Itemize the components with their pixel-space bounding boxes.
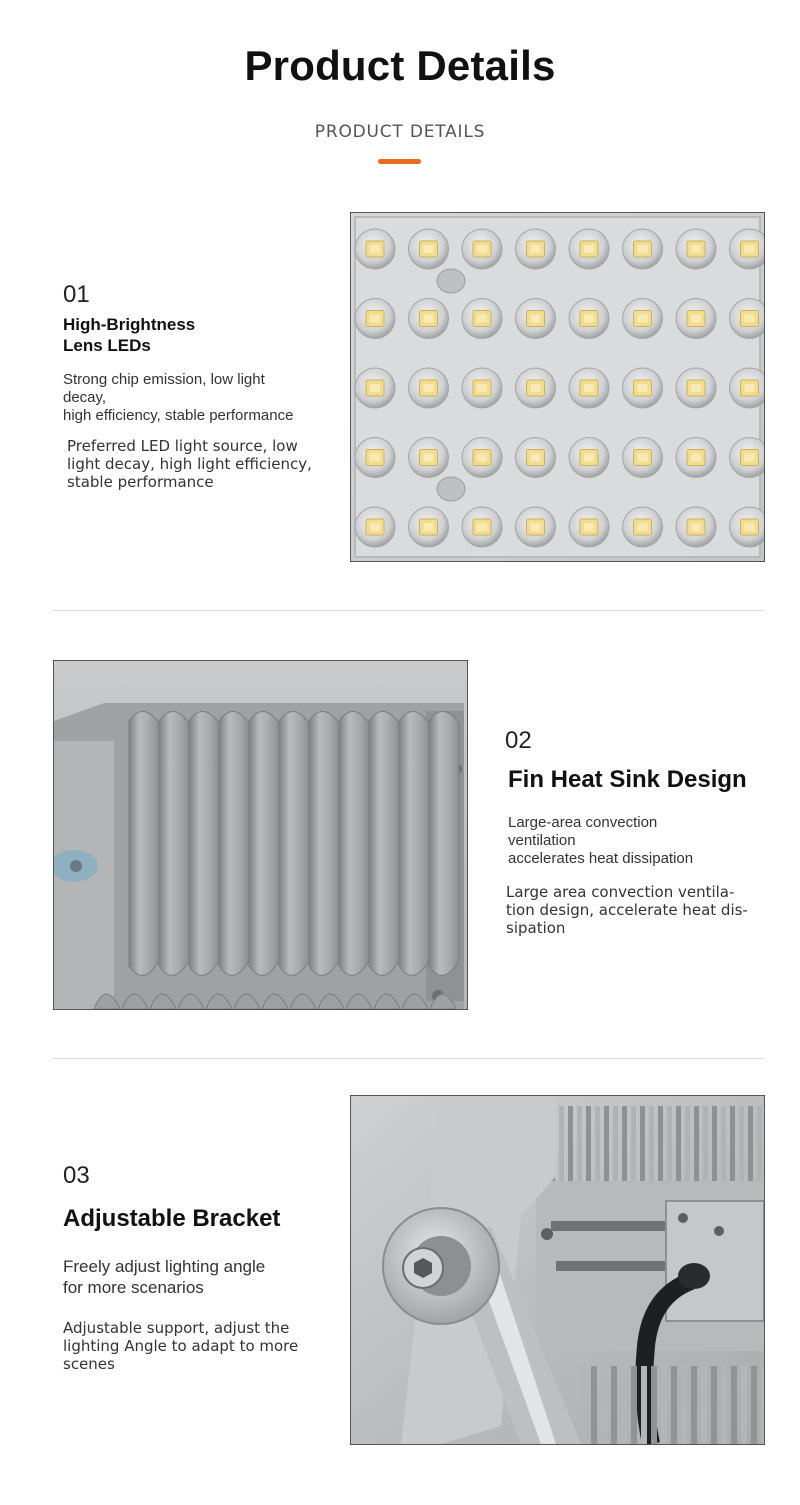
heat-sink-fin <box>369 711 399 975</box>
heat-sink-fin <box>429 711 459 975</box>
led-lens <box>623 229 663 269</box>
bracket-fin-bottom <box>611 1366 617 1444</box>
led-lens <box>730 229 765 269</box>
led-lens <box>462 229 502 269</box>
feature-description-01 <box>63 371 333 425</box>
feature-number-01: 01 <box>63 281 90 308</box>
detail-line: sipation <box>506 919 566 937</box>
bracket-fin-bottom <box>661 1366 667 1444</box>
bracket-fin-bottom <box>711 1366 717 1444</box>
bracket-fin-top <box>730 1106 735 1181</box>
section-divider <box>52 1058 765 1059</box>
bracket-fin-top <box>559 1106 564 1181</box>
led-lens <box>730 507 765 547</box>
heat-sink-fin <box>279 711 309 975</box>
bracket-fin-bottom <box>671 1366 677 1444</box>
bracket-fin-bottom <box>751 1366 757 1444</box>
led-lens <box>569 438 609 478</box>
description-line: decay, <box>63 389 107 406</box>
feature-number-03: 03 <box>63 1162 90 1189</box>
board-screw-hole <box>437 477 465 501</box>
led-lens <box>730 299 765 339</box>
led-lens <box>623 507 663 547</box>
heat-sink-fin <box>309 711 339 975</box>
board-screw-hole <box>437 269 465 293</box>
led-lens <box>355 438 395 478</box>
led-lens <box>409 229 449 269</box>
bracket-fin-top <box>676 1106 681 1181</box>
bracket-fin-bottom <box>601 1366 607 1444</box>
description-line: ventilation <box>508 832 576 849</box>
heat-sink-fin <box>159 711 189 975</box>
led-lens <box>516 507 556 547</box>
led-lens <box>516 299 556 339</box>
description-line: high efficiency, stable performance <box>63 407 294 424</box>
bracket-fin-top <box>694 1106 699 1181</box>
bracket-fin-bottom <box>621 1366 627 1444</box>
bracket-fin-bottom <box>631 1366 637 1444</box>
led-lens <box>676 368 716 408</box>
led-lens <box>516 229 556 269</box>
bracket-fin-top <box>595 1106 600 1181</box>
led-lens <box>409 368 449 408</box>
feature-title-01 <box>63 314 323 356</box>
detail-line: Large area convection ventila- <box>506 883 735 901</box>
bracket-fin-top <box>658 1106 663 1181</box>
detail-line: stable performance <box>67 473 214 491</box>
detail-line: tion design, accelerate heat dis- <box>506 901 748 919</box>
detail-line: scenes <box>63 1355 115 1373</box>
led-lens <box>676 229 716 269</box>
feature-title-03: Adjustable Bracket <box>63 1205 281 1232</box>
bracket-fin-top <box>757 1106 762 1181</box>
led-lens <box>462 438 502 478</box>
led-lens <box>569 507 609 547</box>
feature-description-03 <box>63 1256 333 1298</box>
bracket-fin-top <box>640 1106 645 1181</box>
accent-bar <box>378 159 421 164</box>
bracket-fin-bottom <box>651 1366 657 1444</box>
description-line: Large-area convection <box>508 814 658 831</box>
heat-sink-fin <box>399 711 429 975</box>
heat-sink-fin <box>189 711 219 975</box>
led-lens <box>462 507 502 547</box>
adjustable-bracket-image <box>351 1096 764 1444</box>
description-line: accelerates heat dissipation <box>508 850 694 867</box>
page-title: Product Details <box>244 42 556 89</box>
page-subtitle: PRODUCT DETAILS <box>314 122 486 142</box>
bracket-fin-top <box>613 1106 618 1181</box>
description-line: Strong chip emission, low light <box>63 371 265 388</box>
led-lens <box>409 507 449 547</box>
led-lens-array-photo <box>350 212 765 562</box>
led-lens-array-image <box>351 213 764 561</box>
led-lens <box>516 438 556 478</box>
heat-sink-fin <box>339 711 369 975</box>
adjustable-bracket-photo <box>350 1095 765 1445</box>
bracket-fin-top <box>631 1106 636 1181</box>
bracket-fin-bottom <box>581 1366 587 1444</box>
bracket-fin-bottom <box>741 1366 747 1444</box>
description-line: Freely adjust lighting angle <box>63 1257 266 1276</box>
feature-title-line: Lens LEDs <box>63 336 151 355</box>
bracket-fin-top <box>703 1106 708 1181</box>
feature-detail-02 <box>506 883 776 937</box>
bracket-fin-bottom <box>591 1366 597 1444</box>
bracket-fin-top <box>586 1106 591 1181</box>
bracket-fin-bottom <box>721 1366 727 1444</box>
led-lens <box>355 507 395 547</box>
led-lens <box>676 299 716 339</box>
bracket-fin-top <box>667 1106 672 1181</box>
heat-sink-fin <box>129 711 159 975</box>
led-lens <box>409 438 449 478</box>
bracket-fin-top <box>712 1106 717 1181</box>
section-divider <box>52 610 765 611</box>
feature-detail-03 <box>63 1319 333 1373</box>
feature-number-02: 02 <box>505 727 532 754</box>
detail-line: light decay, high light efficiency, <box>67 455 312 473</box>
bracket-fin-top <box>649 1106 654 1181</box>
bracket-fin-top <box>721 1106 726 1181</box>
led-lens <box>462 368 502 408</box>
fin-heat-sink-image <box>54 661 467 1009</box>
led-lens <box>730 368 765 408</box>
feature-title-02: Fin Heat Sink Design <box>508 766 747 793</box>
bracket-fin-bottom <box>691 1366 697 1444</box>
led-lens <box>409 299 449 339</box>
led-lens <box>730 438 765 478</box>
led-lens <box>623 438 663 478</box>
bracket-fin-bottom <box>701 1366 707 1444</box>
led-lens <box>355 368 395 408</box>
led-lens <box>569 229 609 269</box>
bracket-fin-bottom <box>761 1366 764 1444</box>
led-lens <box>355 229 395 269</box>
bracket-fin-top <box>577 1106 582 1181</box>
led-lens <box>462 299 502 339</box>
bracket-fin-top <box>685 1106 690 1181</box>
bracket-fin-bottom <box>731 1366 737 1444</box>
led-lens <box>569 368 609 408</box>
detail-line: Preferred LED light source, low <box>67 437 298 455</box>
heat-sink-fin <box>249 711 279 975</box>
bracket-fin-top <box>604 1106 609 1181</box>
led-lens <box>569 299 609 339</box>
led-lens <box>623 299 663 339</box>
feature-detail-01 <box>67 437 337 491</box>
feature-description-02 <box>508 814 768 868</box>
led-lens <box>676 507 716 547</box>
bracket-fin-top <box>748 1106 753 1181</box>
heat-sink-fin <box>219 711 249 975</box>
bracket-fin-top <box>568 1106 573 1181</box>
bracket-fin-top <box>622 1106 627 1181</box>
fin-heat-sink-photo <box>53 660 468 1010</box>
led-lens <box>516 368 556 408</box>
description-line: for more scenarios <box>63 1278 204 1297</box>
bracket-fin-bottom <box>641 1366 647 1444</box>
led-lens <box>676 438 716 478</box>
led-lens <box>623 368 663 408</box>
bracket-fin-top <box>739 1106 744 1181</box>
feature-title-line: High-Brightness <box>63 315 196 334</box>
bracket-fin-bottom <box>681 1366 687 1444</box>
detail-line: lighting Angle to adapt to more <box>63 1337 299 1355</box>
detail-line: Adjustable support, adjust the <box>63 1319 290 1337</box>
led-lens <box>355 299 395 339</box>
